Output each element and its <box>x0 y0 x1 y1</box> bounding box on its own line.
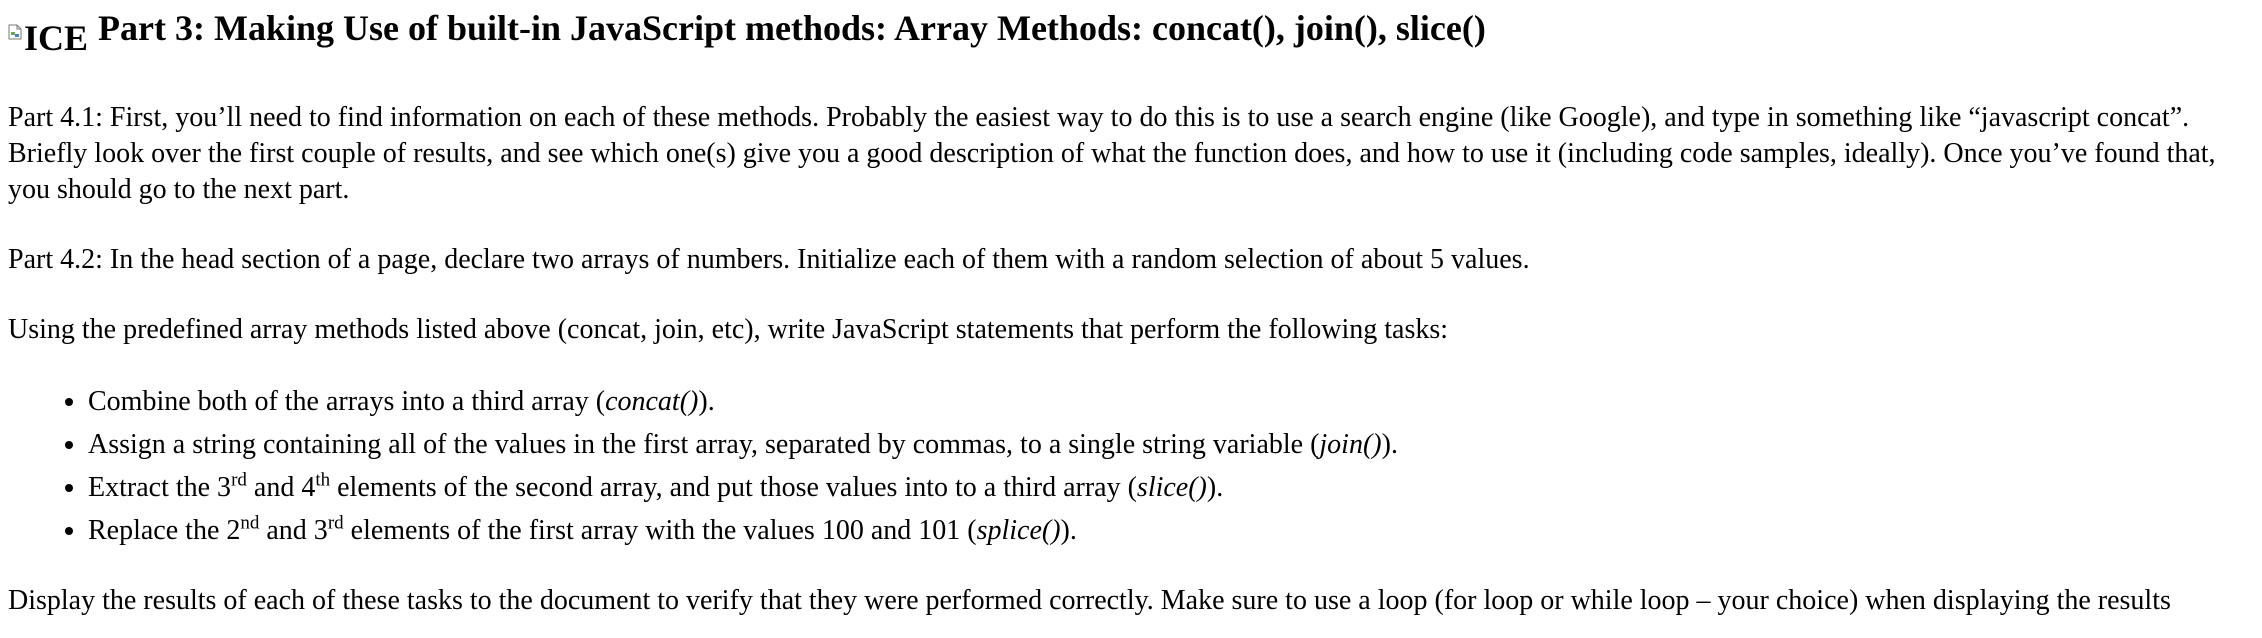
page-title <box>8 0 2254 60</box>
task-assign-text: Assign a string containing all of the values in the first array, separated by commas, to a single string variable ( <box>88 429 1320 460</box>
task-combine <box>88 384 2254 420</box>
task-list <box>8 384 2254 549</box>
task-assign <box>88 427 2254 463</box>
task-replace-text-2: and 3 <box>259 515 328 546</box>
broken-image <box>8 16 88 60</box>
task-replace-text-3: elements of the first array with the values 100 and 101 ( <box>343 515 977 546</box>
part-4-1-paragraph: Part 4.1: First, you’ll need to find information on each of these methods. Probably the easiest way to do this is to use a search engine (like Google), and type in something like “javascript concat”. Briefly look over the first couple of results, and see which one(s) give you a good description of what the function does, and how to use it (including code samples, ideally). Once you’ve found that, you should go to the next part. <box>8 102 2216 205</box>
task-replace-end: ). <box>1060 515 1077 546</box>
task-combine-method: concat() <box>605 386 699 417</box>
task-extract-sup-1: rd <box>231 469 247 491</box>
task-extract-text-2: and 4 <box>246 472 316 503</box>
task-extract <box>88 470 2254 506</box>
task-assign-end: ). <box>1381 429 1398 460</box>
task-replace-sup-2: rd <box>327 512 344 534</box>
task-assign-method: join() <box>1319 429 1382 460</box>
task-extract-method: slice() <box>1136 472 1207 503</box>
display-results-paragraph: Display the results of each of these tasks to the document to verify that they were performed correctly. Make sure to use a loop (for loop or while loop – your choice) when displaying the results <box>8 585 2171 616</box>
task-extract-text-3: elements of the second array, and put those values into to a third array ( <box>330 472 1137 503</box>
page-title-text: Part 3: Making Use of built-in JavaScript methods: Array Methods: concat(), join(), slice() <box>98 8 1486 48</box>
instructions-paragraph: Using the predefined array methods listed above (concat, join, etc), write JavaScript statements that perform the following tasks: <box>8 314 1449 345</box>
part-4-2-paragraph: Part 4.2: In the head section of a page, declare two arrays of numbers. Initialize each of them with a random selection of about 5 values. <box>8 244 1530 275</box>
task-extract-sup-2: th <box>315 469 331 491</box>
task-replace-text-1: Replace the 2 <box>88 515 241 546</box>
task-extract-text-1: Extract the 3 <box>88 472 232 503</box>
task-replace <box>88 513 2254 549</box>
broken-image-alt-text: ICE <box>24 18 89 58</box>
broken-image-icon <box>8 24 22 40</box>
task-replace-sup-1: nd <box>240 512 260 534</box>
task-combine-text: Combine both of the arrays into a third array ( <box>88 386 606 417</box>
task-extract-end: ). <box>1206 472 1224 503</box>
task-replace-method: splice() <box>976 515 1061 546</box>
task-combine-end: ). <box>698 386 715 417</box>
